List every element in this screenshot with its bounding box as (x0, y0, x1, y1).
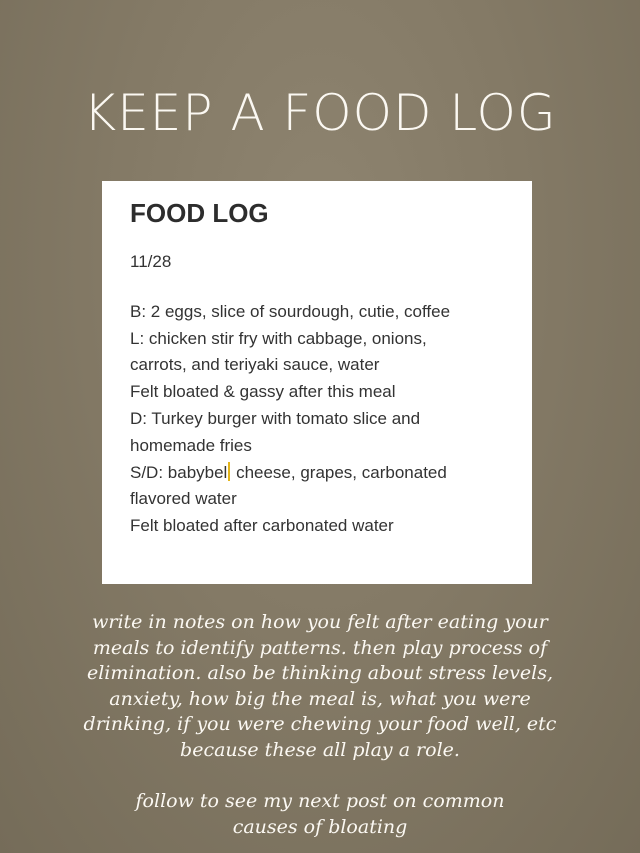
note-line: Felt bloated & gassy after this meal (130, 382, 396, 402)
note-line: B: 2 eggs, slice of sourdough, cutie, coffee (130, 301, 451, 321)
page-headline: KEEP A FOOD LOG (83, 84, 557, 142)
follow-line: follow to see my next post on common (135, 790, 505, 812)
snack-text-start: S/D: babybel (130, 462, 228, 482)
caption-line: because these all play a role. (180, 738, 460, 761)
caption-line: write in notes on how you felt after eating your (92, 611, 548, 633)
caption-line: anxiety, how big the meal is, what you were (109, 687, 531, 710)
note-body (130, 299, 512, 540)
note-title: FOOD LOG (130, 198, 269, 228)
note-line: D: Turkey burger with tomato slice and (130, 409, 421, 429)
food-log-note (102, 181, 532, 584)
note-line: flavored water (130, 489, 237, 509)
caption-line: drinking, if you were chewing your food well, etc (83, 713, 557, 735)
note-line-snack (130, 460, 512, 487)
note-line: L: chicken stir fry with cabbage, onions, (130, 328, 427, 348)
follow-line: causes of bloating (232, 815, 408, 838)
caption-line: meals to identify patterns. then play process of (92, 636, 548, 659)
note-date: 11/28 (130, 251, 172, 271)
caption-line: elimination. also be thinking about stress levels, (86, 662, 554, 684)
snack-text-end: cheese, grapes, carbonated (231, 462, 447, 482)
follow-cta (60, 789, 580, 840)
note-line: homemade fries (130, 435, 252, 455)
note-line: Felt bloated after carbonated water (130, 516, 394, 536)
note-line: carrots, and teriyaki sauce, water (130, 355, 380, 375)
caption-paragraph (40, 610, 600, 763)
